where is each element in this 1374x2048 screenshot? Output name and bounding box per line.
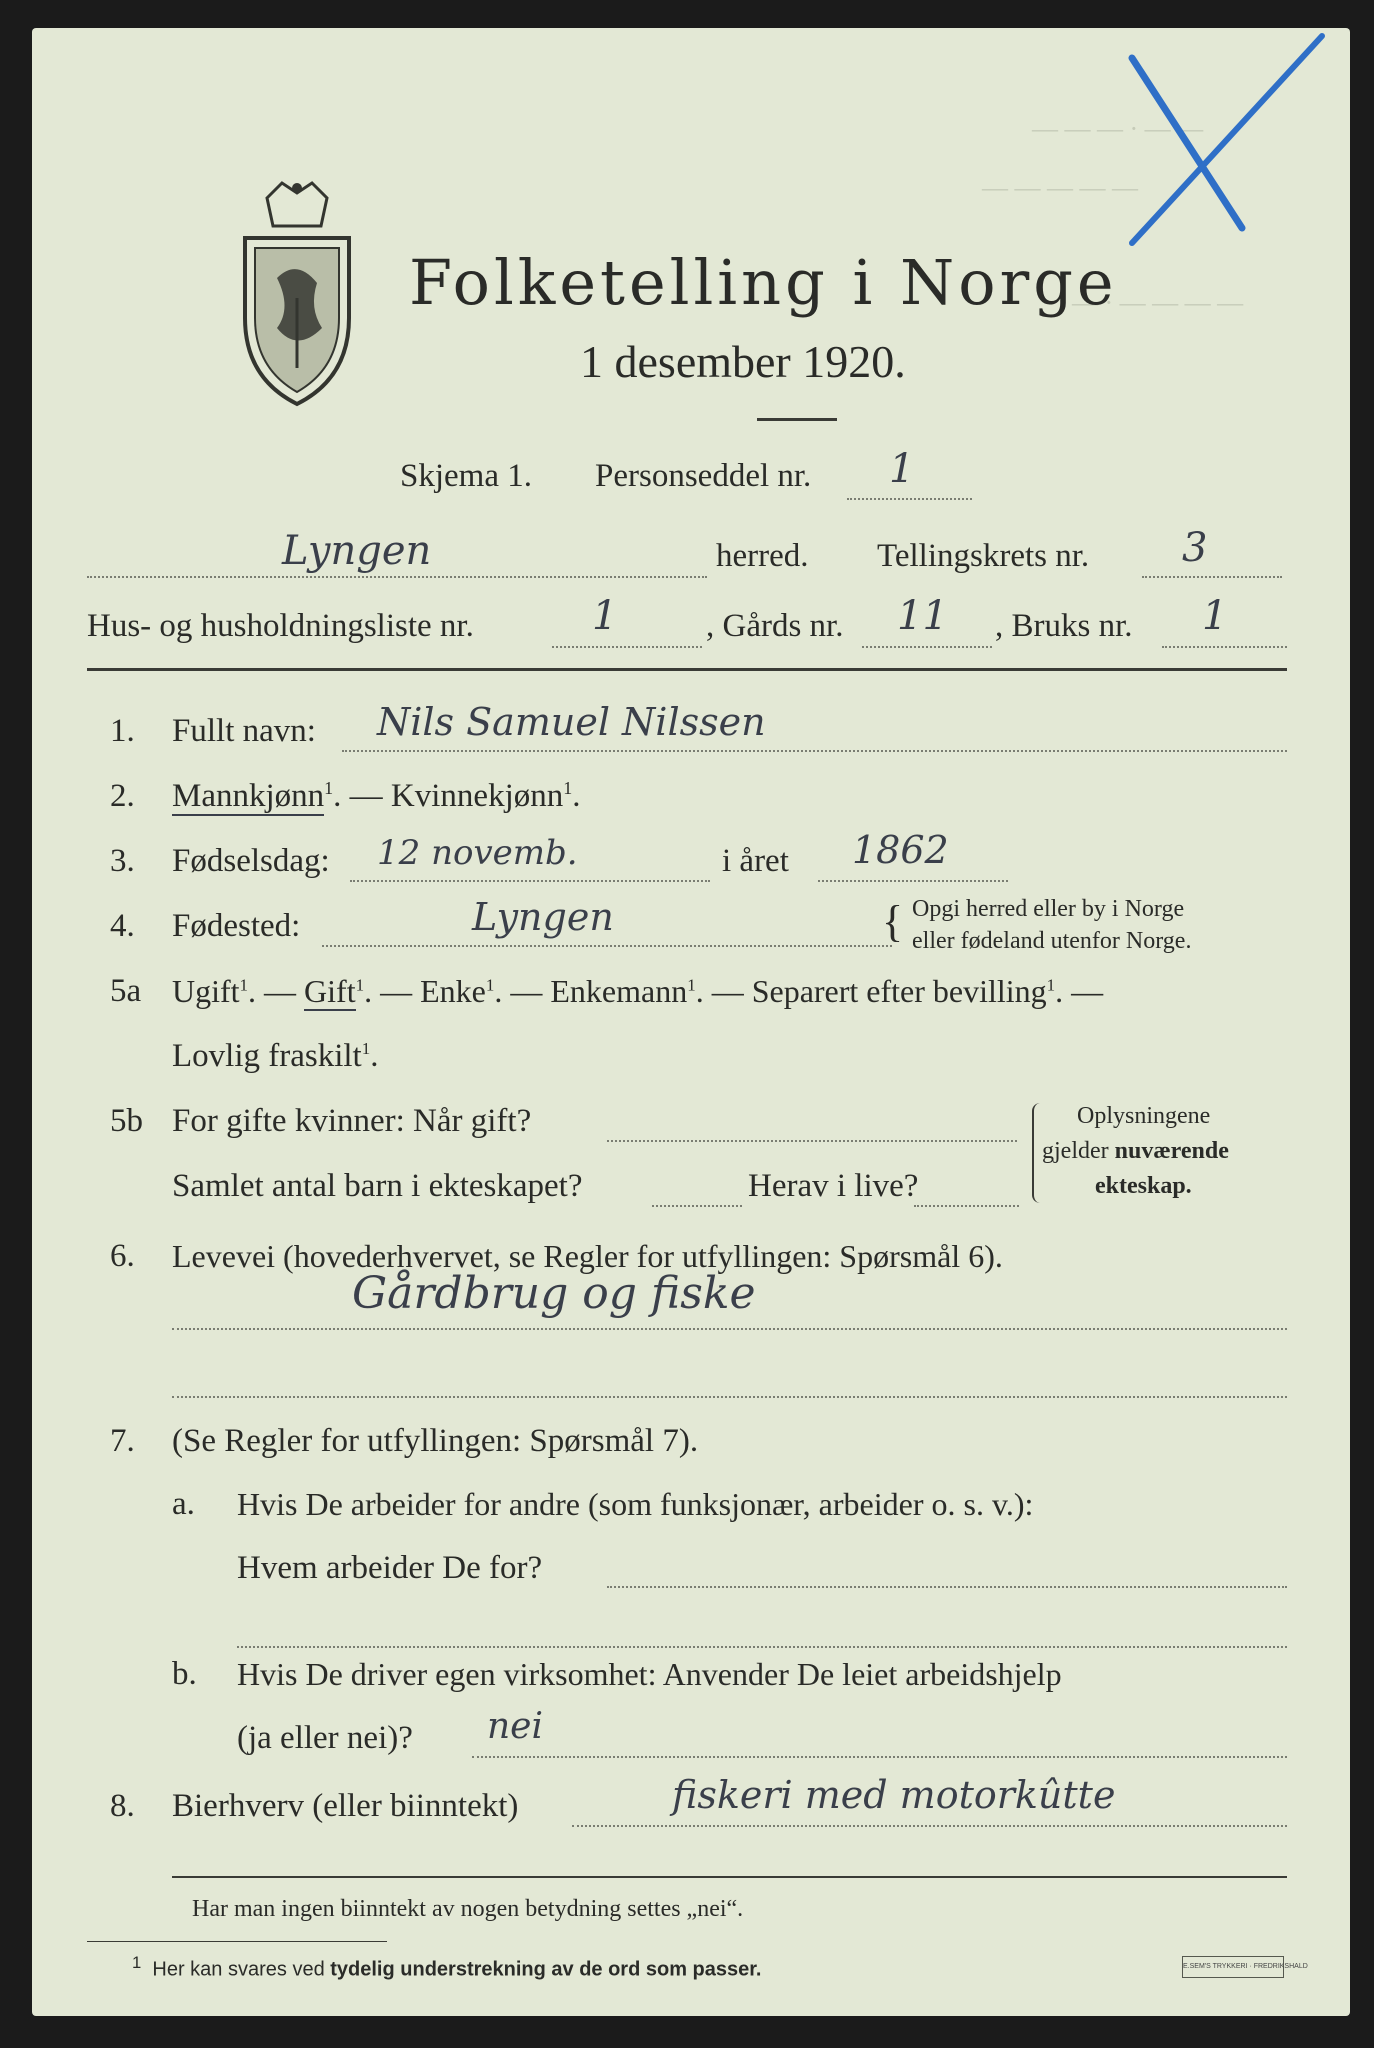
q7b-question: (ja eller nei)? [237, 1720, 413, 1756]
q2-options: Mannkjønn$^1$. — Kvinnekjønn$^1$. [172, 778, 581, 814]
q6-number: 6. [110, 1238, 135, 1274]
tellingskrets-value[interactable]: 3 [1182, 525, 1208, 571]
personseddel-label: Personseddel nr. [595, 458, 812, 494]
q8-label: Bierhverv (eller biinntekt) [172, 1788, 519, 1824]
option-female[interactable]: Kvinnekjønn [390, 778, 564, 814]
q7a-text: Hvis De arbeider for andre (som funksjonær, arbeider o. s. v.): [237, 1486, 1034, 1522]
blue-pencil-cross [1092, 28, 1332, 268]
bruks-value[interactable]: 1 [1202, 593, 1228, 639]
q4-number: 4. [110, 908, 135, 944]
side-income-value[interactable]: fiskeri med motorkûtte [672, 1773, 1116, 1817]
option-male-underlined[interactable]: Mannkjønn [172, 778, 325, 814]
q5a-options: Ugift$^1$. — Gift$^1$. — Enke$^1$. — Enkemann$^1$. — Separert efter bevilling$^1$. — [172, 973, 1104, 1009]
gards-value[interactable]: 11 [897, 593, 948, 639]
option-fraskilt[interactable]: Lovlig fraskilt$^1$. [172, 1038, 379, 1074]
q5a-number: 5a [110, 973, 142, 1009]
q4-note-2: eller fødeland utenfor Norge. [912, 928, 1192, 954]
q4-label: Fødested: [172, 908, 301, 944]
full-name-value[interactable]: Nils Samuel Nilssen [377, 700, 766, 744]
coat-of-arms-emblem [237, 178, 357, 408]
bleed-through: — · — — — — [1072, 288, 1244, 317]
footer-note: Har man ingen biinntekt av nogen betydning settes „nei“. [192, 1896, 744, 1922]
birthplace-value[interactable]: Lyngen [472, 895, 614, 939]
birth-year-value[interactable]: 1862 [852, 828, 949, 872]
q3-label: Fødselsdag: [172, 843, 330, 879]
q5b-note-2: gjelder nuværende [1042, 1138, 1229, 1164]
schema-label: Skjema 1. [400, 458, 532, 494]
option-ugift[interactable]: Ugift [172, 973, 240, 1009]
q4-note-1: Opgi herred eller by i Norge [912, 896, 1185, 922]
husliste-value[interactable]: 1 [592, 593, 618, 639]
q5b-label-2: Samlet antal barn i ekteskapet? [172, 1168, 583, 1204]
option-enkemann[interactable]: Enkemann [550, 973, 688, 1009]
q7-number: 7. [110, 1423, 135, 1459]
q7b-text: Hvis De driver egen virksomhet: Anvender De leiet arbeidshjelp [237, 1656, 1062, 1692]
printer-stamp: E.SEM'S TRYKKERI · FREDRIKSHALD [1182, 1956, 1284, 1978]
q5b-note-3: ekteskap. [1095, 1173, 1192, 1199]
year-label: i året [722, 843, 789, 879]
q5b-number: 5b [110, 1103, 143, 1139]
husliste-label: Hus- og husholdningsliste nr. [87, 608, 474, 644]
q5b-label-3: Herav i live? [748, 1168, 919, 1204]
q1-number: 1. [110, 713, 135, 749]
option-enke[interactable]: Enke [420, 973, 486, 1009]
title-divider [757, 418, 837, 421]
census-form [32, 28, 1350, 2016]
header-separator [87, 668, 1287, 671]
footnote: $^1$ Her kan svares ved tydelig understrekning av de ord som passer. [132, 1953, 762, 1981]
occupation-value[interactable]: Gårdbrug og fiske [352, 1268, 756, 1319]
form-title: Folketelling i Norge [409, 246, 1118, 319]
q1-label: Fullt navn: [172, 713, 316, 749]
q6-label: Levevei (hovederhvervet, se Regler for utfyllingen: Spørsmål 6). [172, 1238, 1003, 1274]
personseddel-value[interactable]: 1 [889, 446, 915, 492]
footnote-rule [87, 1941, 387, 1942]
q3-number: 3. [110, 843, 135, 879]
census-date: 1 desember 1920. [580, 336, 906, 387]
brace: { [882, 897, 904, 946]
option-separert[interactable]: Separert efter bevilling [751, 973, 1047, 1009]
q7b-letter: b. [172, 1656, 197, 1692]
q7b-value[interactable]: nei [487, 1706, 544, 1747]
bleed-through: — — — — — [982, 173, 1138, 202]
herred-value[interactable]: Lyngen [282, 528, 432, 574]
q7a-question: Hvem arbeider De for? [237, 1550, 543, 1586]
q8-number: 8. [110, 1788, 135, 1824]
q5b-label-1: For gifte kvinner: Når gift? [172, 1103, 532, 1139]
bleed-through: — — — · — — [1032, 114, 1204, 143]
gards-label: , Gårds nr. [706, 608, 844, 644]
q5b-note-1: Oplysningene [1077, 1103, 1211, 1129]
q7a-letter: a. [172, 1486, 195, 1522]
q7-label: (Se Regler for utfyllingen: Spørsmål 7). [172, 1423, 699, 1459]
q2-number: 2. [110, 778, 135, 814]
option-gift-underlined[interactable]: Gift [304, 973, 356, 1009]
bruks-label: , Bruks nr. [995, 608, 1133, 644]
tellingskrets-label: Tellingskrets nr. [877, 538, 1090, 574]
birthday-value[interactable]: 12 novemb. [377, 833, 578, 873]
q8-underline [172, 1876, 1287, 1878]
herred-label: herred. [716, 538, 809, 574]
